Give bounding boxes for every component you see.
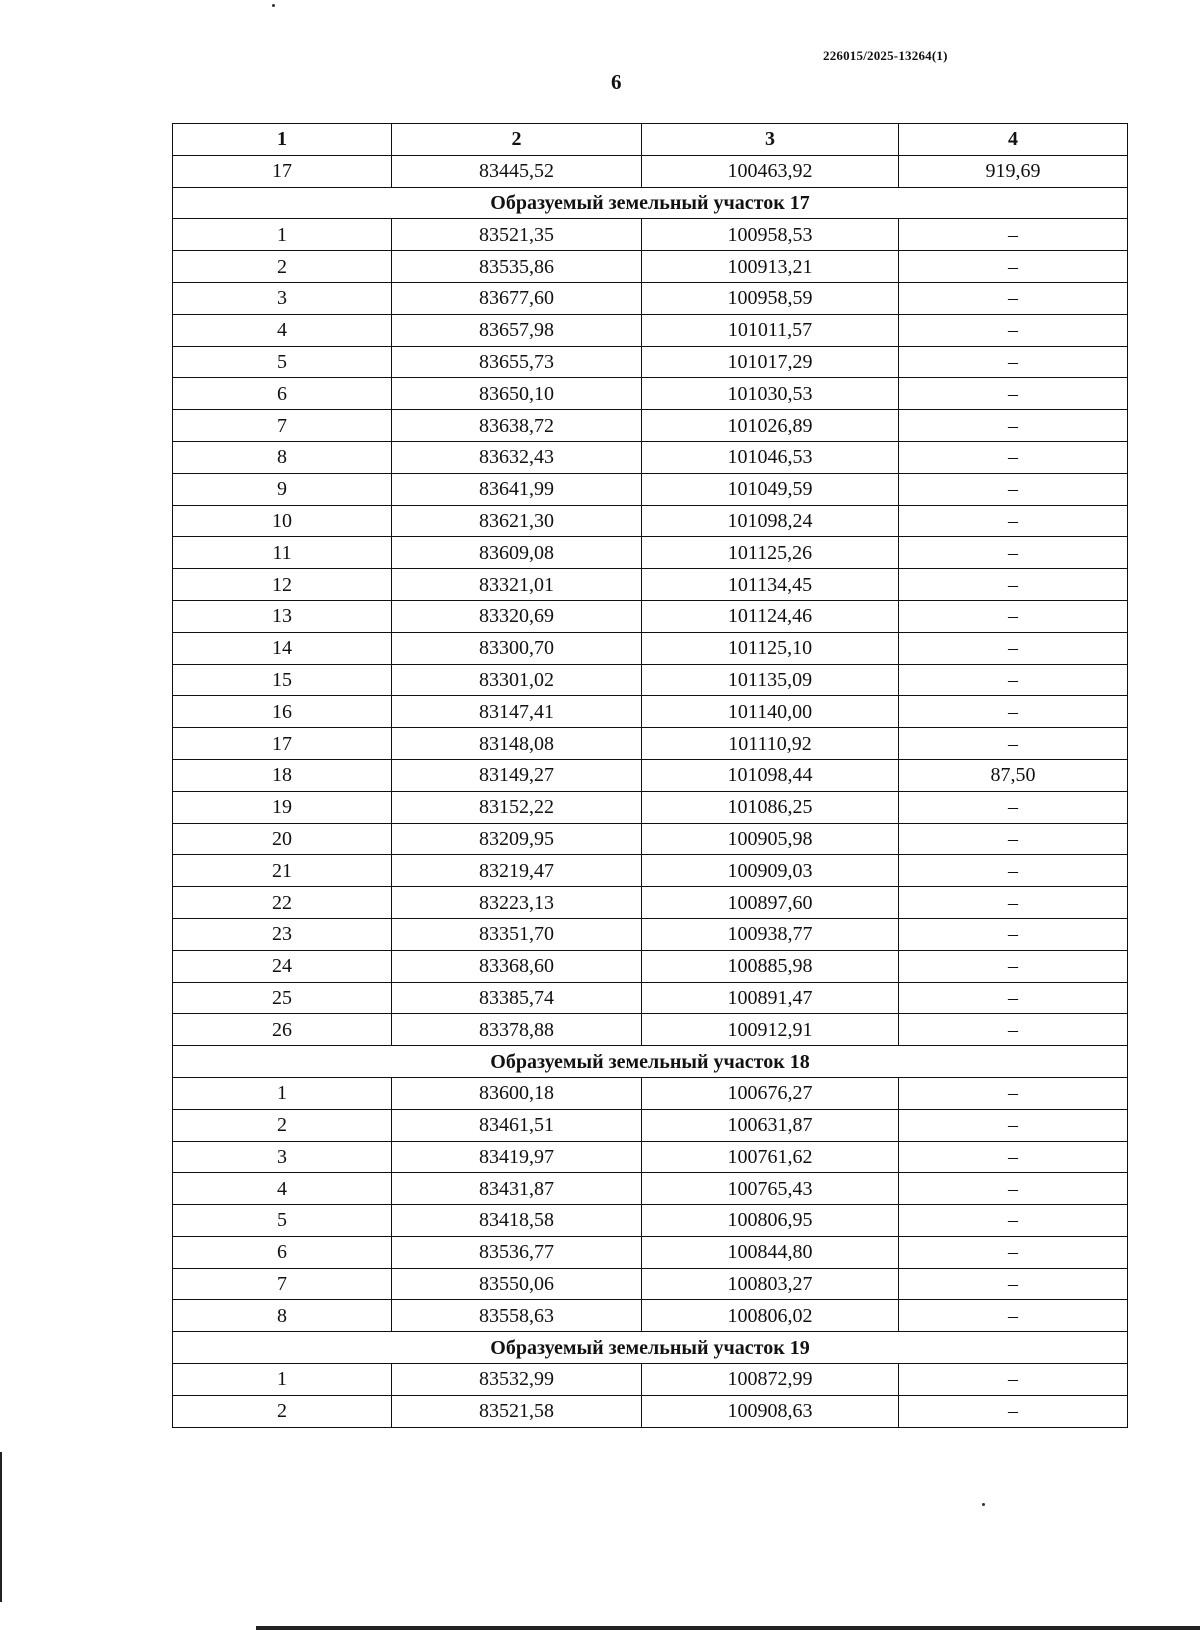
point-number-cell: 7 bbox=[173, 410, 392, 442]
y-coordinate-cell: 100806,95 bbox=[642, 1205, 899, 1237]
point-number-cell: 10 bbox=[173, 505, 392, 537]
length-cell: – bbox=[899, 1236, 1128, 1268]
x-coordinate-cell: 83219,47 bbox=[392, 855, 642, 887]
page-number: 6 bbox=[611, 70, 622, 94]
length-cell: – bbox=[899, 346, 1128, 378]
table-row bbox=[173, 1141, 1128, 1173]
y-coordinate-cell: 100676,27 bbox=[642, 1077, 899, 1109]
y-coordinate-cell: 101098,44 bbox=[642, 759, 899, 791]
point-number-cell: 5 bbox=[173, 1205, 392, 1237]
point-number-cell: 2 bbox=[173, 1395, 392, 1427]
x-coordinate-cell: 83521,58 bbox=[392, 1395, 642, 1427]
y-coordinate-cell: 100631,87 bbox=[642, 1109, 899, 1141]
x-coordinate-cell: 83418,58 bbox=[392, 1205, 642, 1237]
point-number-cell: 1 bbox=[173, 219, 392, 251]
x-coordinate-cell: 83677,60 bbox=[392, 282, 642, 314]
y-coordinate-cell: 101135,09 bbox=[642, 664, 899, 696]
point-number-cell: 9 bbox=[173, 473, 392, 505]
length-cell: – bbox=[899, 441, 1128, 473]
y-coordinate-cell: 101049,59 bbox=[642, 473, 899, 505]
x-coordinate-cell: 83632,43 bbox=[392, 441, 642, 473]
x-coordinate-cell: 83609,08 bbox=[392, 537, 642, 569]
y-coordinate-cell: 100463,92 bbox=[642, 155, 899, 187]
length-cell: – bbox=[899, 1364, 1128, 1396]
length-cell: – bbox=[899, 982, 1128, 1014]
length-cell: – bbox=[899, 1205, 1128, 1237]
table-row bbox=[173, 728, 1128, 760]
point-number-cell: 26 bbox=[173, 1014, 392, 1046]
x-coordinate-cell: 83378,88 bbox=[392, 1014, 642, 1046]
x-coordinate-cell: 83532,99 bbox=[392, 1364, 642, 1396]
point-number-cell: 15 bbox=[173, 664, 392, 696]
length-cell: – bbox=[899, 887, 1128, 919]
point-number-cell: 19 bbox=[173, 791, 392, 823]
section-header-row bbox=[173, 187, 1128, 219]
length-cell: – bbox=[899, 537, 1128, 569]
table-row bbox=[173, 887, 1128, 919]
section-title: Образуемый земельный участок 18 bbox=[173, 1046, 1128, 1078]
section-title: Образуемый земельный участок 19 bbox=[173, 1332, 1128, 1364]
table-row bbox=[173, 473, 1128, 505]
x-coordinate-cell: 83655,73 bbox=[392, 346, 642, 378]
length-cell: – bbox=[899, 1077, 1128, 1109]
x-coordinate-cell: 83223,13 bbox=[392, 887, 642, 919]
x-coordinate-cell: 83149,27 bbox=[392, 759, 642, 791]
y-coordinate-cell: 100909,03 bbox=[642, 855, 899, 887]
length-cell: – bbox=[899, 855, 1128, 887]
point-number-cell: 23 bbox=[173, 918, 392, 950]
table-row bbox=[173, 505, 1128, 537]
x-coordinate-cell: 83209,95 bbox=[392, 823, 642, 855]
table-row bbox=[173, 982, 1128, 1014]
table-row bbox=[173, 1364, 1128, 1396]
point-number-cell: 16 bbox=[173, 696, 392, 728]
point-number-cell: 7 bbox=[173, 1268, 392, 1300]
y-coordinate-cell: 100958,59 bbox=[642, 282, 899, 314]
point-number-cell: 20 bbox=[173, 823, 392, 855]
scan-speck bbox=[272, 4, 275, 7]
x-coordinate-cell: 83621,30 bbox=[392, 505, 642, 537]
x-coordinate-cell: 83147,41 bbox=[392, 696, 642, 728]
table-row bbox=[173, 1268, 1128, 1300]
section-title: Образуемый земельный участок 17 bbox=[173, 187, 1128, 219]
y-coordinate-cell: 101124,46 bbox=[642, 600, 899, 632]
y-coordinate-cell: 100897,60 bbox=[642, 887, 899, 919]
y-coordinate-cell: 100803,27 bbox=[642, 1268, 899, 1300]
length-cell: – bbox=[899, 600, 1128, 632]
y-coordinate-cell: 100912,91 bbox=[642, 1014, 899, 1046]
document-number: 226015/2025-13264(1) bbox=[823, 48, 948, 63]
x-coordinate-cell: 83351,70 bbox=[392, 918, 642, 950]
point-number-cell: 14 bbox=[173, 632, 392, 664]
table-row bbox=[173, 537, 1128, 569]
length-cell: – bbox=[899, 664, 1128, 696]
y-coordinate-cell: 100938,77 bbox=[642, 918, 899, 950]
table-header-row bbox=[173, 124, 1128, 156]
table-row bbox=[173, 664, 1128, 696]
x-coordinate-cell: 83535,86 bbox=[392, 251, 642, 283]
y-coordinate-cell: 101026,89 bbox=[642, 410, 899, 442]
table-row bbox=[173, 950, 1128, 982]
y-coordinate-cell: 100885,98 bbox=[642, 950, 899, 982]
y-coordinate-cell: 100844,80 bbox=[642, 1236, 899, 1268]
length-cell: – bbox=[899, 1109, 1128, 1141]
column-header-4: 4 bbox=[899, 124, 1128, 156]
x-coordinate-cell: 83461,51 bbox=[392, 1109, 642, 1141]
length-cell: – bbox=[899, 728, 1128, 760]
point-number-cell: 3 bbox=[173, 1141, 392, 1173]
point-number-cell: 17 bbox=[173, 728, 392, 760]
scan-speck bbox=[982, 1503, 985, 1506]
length-cell: – bbox=[899, 505, 1128, 537]
length-cell: – bbox=[899, 251, 1128, 283]
table-row bbox=[173, 696, 1128, 728]
length-cell: – bbox=[899, 1173, 1128, 1205]
table-row bbox=[173, 410, 1128, 442]
scan-edge-bottom bbox=[256, 1626, 1200, 1630]
length-cell: 919,69 bbox=[899, 155, 1128, 187]
y-coordinate-cell: 100765,43 bbox=[642, 1173, 899, 1205]
x-coordinate-cell: 83148,08 bbox=[392, 728, 642, 760]
y-coordinate-cell: 100891,47 bbox=[642, 982, 899, 1014]
length-cell: – bbox=[899, 696, 1128, 728]
table-row bbox=[173, 918, 1128, 950]
point-number-cell: 4 bbox=[173, 314, 392, 346]
point-number-cell: 6 bbox=[173, 378, 392, 410]
x-coordinate-cell: 83558,63 bbox=[392, 1300, 642, 1332]
x-coordinate-cell: 83301,02 bbox=[392, 664, 642, 696]
y-coordinate-cell: 100905,98 bbox=[642, 823, 899, 855]
section-header-row bbox=[173, 1332, 1128, 1364]
point-number-cell: 21 bbox=[173, 855, 392, 887]
x-coordinate-cell: 83521,35 bbox=[392, 219, 642, 251]
table-row bbox=[173, 1300, 1128, 1332]
point-number-cell: 17 bbox=[173, 155, 392, 187]
x-coordinate-cell: 83431,87 bbox=[392, 1173, 642, 1205]
x-coordinate-cell: 83600,18 bbox=[392, 1077, 642, 1109]
length-cell: – bbox=[899, 219, 1128, 251]
y-coordinate-cell: 101125,26 bbox=[642, 537, 899, 569]
y-coordinate-cell: 100872,99 bbox=[642, 1364, 899, 1396]
table-row bbox=[173, 1014, 1128, 1046]
x-coordinate-cell: 83152,22 bbox=[392, 791, 642, 823]
point-number-cell: 13 bbox=[173, 600, 392, 632]
length-cell: – bbox=[899, 823, 1128, 855]
point-number-cell: 2 bbox=[173, 1109, 392, 1141]
y-coordinate-cell: 100958,53 bbox=[642, 219, 899, 251]
x-coordinate-cell: 83638,72 bbox=[392, 410, 642, 442]
y-coordinate-cell: 101110,92 bbox=[642, 728, 899, 760]
table-row bbox=[173, 314, 1128, 346]
table-row bbox=[173, 155, 1128, 187]
table-row bbox=[173, 632, 1128, 664]
point-number-cell: 4 bbox=[173, 1173, 392, 1205]
table-row bbox=[173, 855, 1128, 887]
coordinates-table bbox=[172, 123, 1128, 1428]
table-row bbox=[173, 1395, 1128, 1427]
x-coordinate-cell: 83641,99 bbox=[392, 473, 642, 505]
y-coordinate-cell: 101125,10 bbox=[642, 632, 899, 664]
x-coordinate-cell: 83300,70 bbox=[392, 632, 642, 664]
table-row bbox=[173, 441, 1128, 473]
x-coordinate-cell: 83445,52 bbox=[392, 155, 642, 187]
x-coordinate-cell: 83657,98 bbox=[392, 314, 642, 346]
column-header-2: 2 bbox=[392, 124, 642, 156]
y-coordinate-cell: 101046,53 bbox=[642, 441, 899, 473]
length-cell: – bbox=[899, 1141, 1128, 1173]
length-cell: – bbox=[899, 1268, 1128, 1300]
table-row bbox=[173, 1173, 1128, 1205]
y-coordinate-cell: 101140,00 bbox=[642, 696, 899, 728]
table-row bbox=[173, 1205, 1128, 1237]
point-number-cell: 12 bbox=[173, 569, 392, 601]
length-cell: – bbox=[899, 473, 1128, 505]
point-number-cell: 22 bbox=[173, 887, 392, 919]
column-header-3: 3 bbox=[642, 124, 899, 156]
length-cell: – bbox=[899, 569, 1128, 601]
y-coordinate-cell: 101086,25 bbox=[642, 791, 899, 823]
length-cell: – bbox=[899, 1395, 1128, 1427]
table-row bbox=[173, 1109, 1128, 1141]
length-cell: – bbox=[899, 410, 1128, 442]
table-row bbox=[173, 1077, 1128, 1109]
y-coordinate-cell: 100908,63 bbox=[642, 1395, 899, 1427]
point-number-cell: 24 bbox=[173, 950, 392, 982]
y-coordinate-cell: 100913,21 bbox=[642, 251, 899, 283]
x-coordinate-cell: 83385,74 bbox=[392, 982, 642, 1014]
table-row bbox=[173, 759, 1128, 791]
length-cell: – bbox=[899, 632, 1128, 664]
table-row bbox=[173, 282, 1128, 314]
point-number-cell: 1 bbox=[173, 1364, 392, 1396]
x-coordinate-cell: 83320,69 bbox=[392, 600, 642, 632]
table-row bbox=[173, 1236, 1128, 1268]
length-cell: – bbox=[899, 282, 1128, 314]
point-number-cell: 2 bbox=[173, 251, 392, 283]
table-row bbox=[173, 823, 1128, 855]
length-cell: – bbox=[899, 314, 1128, 346]
table-body bbox=[173, 155, 1128, 1427]
y-coordinate-cell: 101011,57 bbox=[642, 314, 899, 346]
x-coordinate-cell: 83368,60 bbox=[392, 950, 642, 982]
column-header-1: 1 bbox=[173, 124, 392, 156]
point-number-cell: 6 bbox=[173, 1236, 392, 1268]
point-number-cell: 8 bbox=[173, 1300, 392, 1332]
length-cell: – bbox=[899, 1300, 1128, 1332]
y-coordinate-cell: 100761,62 bbox=[642, 1141, 899, 1173]
y-coordinate-cell: 101017,29 bbox=[642, 346, 899, 378]
y-coordinate-cell: 101134,45 bbox=[642, 569, 899, 601]
scan-edge-left bbox=[0, 1452, 2, 1602]
point-number-cell: 8 bbox=[173, 441, 392, 473]
table-row bbox=[173, 346, 1128, 378]
table-row bbox=[173, 219, 1128, 251]
section-header-row bbox=[173, 1046, 1128, 1078]
length-cell: – bbox=[899, 918, 1128, 950]
table-row bbox=[173, 378, 1128, 410]
point-number-cell: 25 bbox=[173, 982, 392, 1014]
table-row bbox=[173, 600, 1128, 632]
x-coordinate-cell: 83650,10 bbox=[392, 378, 642, 410]
x-coordinate-cell: 83550,06 bbox=[392, 1268, 642, 1300]
point-number-cell: 11 bbox=[173, 537, 392, 569]
point-number-cell: 3 bbox=[173, 282, 392, 314]
length-cell: – bbox=[899, 950, 1128, 982]
length-cell: – bbox=[899, 378, 1128, 410]
length-cell: – bbox=[899, 791, 1128, 823]
x-coordinate-cell: 83536,77 bbox=[392, 1236, 642, 1268]
table-row bbox=[173, 569, 1128, 601]
length-cell: 87,50 bbox=[899, 759, 1128, 791]
table-row bbox=[173, 251, 1128, 283]
length-cell: – bbox=[899, 1014, 1128, 1046]
y-coordinate-cell: 101030,53 bbox=[642, 378, 899, 410]
point-number-cell: 1 bbox=[173, 1077, 392, 1109]
y-coordinate-cell: 101098,24 bbox=[642, 505, 899, 537]
x-coordinate-cell: 83321,01 bbox=[392, 569, 642, 601]
table-row bbox=[173, 791, 1128, 823]
x-coordinate-cell: 83419,97 bbox=[392, 1141, 642, 1173]
y-coordinate-cell: 100806,02 bbox=[642, 1300, 899, 1332]
point-number-cell: 5 bbox=[173, 346, 392, 378]
point-number-cell: 18 bbox=[173, 759, 392, 791]
